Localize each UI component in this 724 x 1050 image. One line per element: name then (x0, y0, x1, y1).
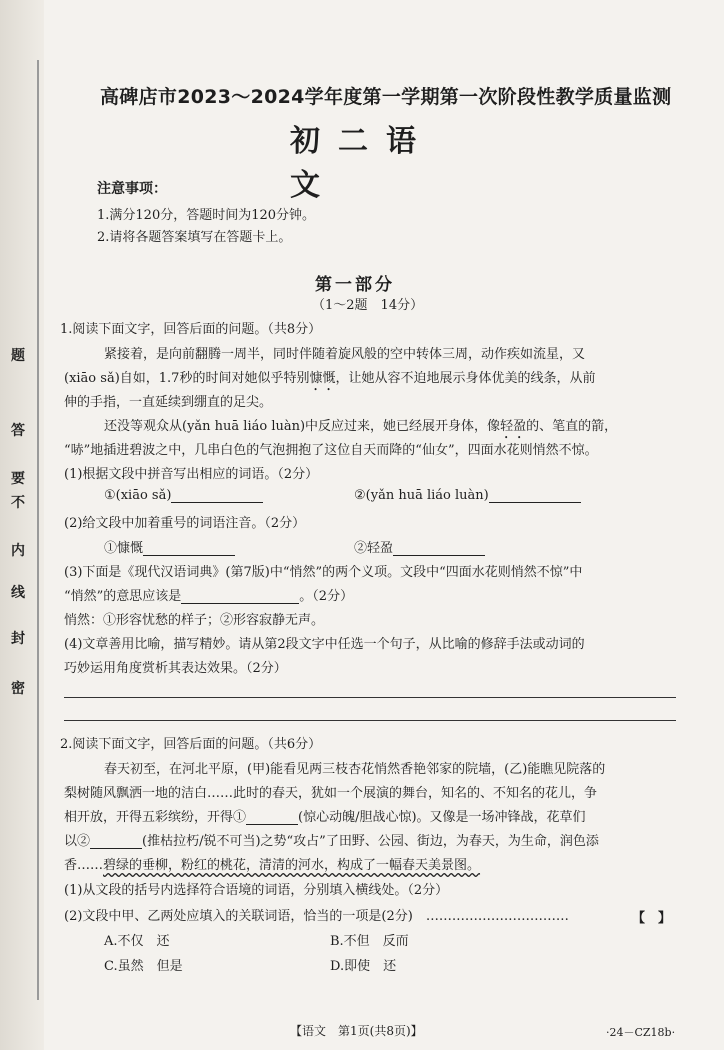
side-char: 密 (11, 681, 25, 697)
answer-blank[interactable] (181, 589, 299, 604)
option-c: C.虽然 但是 (104, 959, 183, 974)
q1-passage-line: 伸的手指，一直延续到绷直的足尖。 (64, 395, 273, 410)
label: ②(yǎn huā liáo luàn) (354, 488, 489, 503)
side-char: 答 (11, 423, 25, 439)
side-char: 不 (11, 495, 25, 511)
label: ①(xiāo sǎ) (104, 488, 172, 503)
text: 的、笔直的箭， (526, 419, 618, 434)
q1-passage-line: “哧”地插进碧波之中，几串白色的气泡拥抱了这位自天而降的“仙女”，四面水花则悄然不惊。 (64, 443, 598, 458)
text: ，让她从容不迫地展示身体优美的线条，从前 (335, 371, 596, 386)
text: (推枯拉朽/锐不可当)之势“攻占”了田野、公园、街边，为春天，为生命，润色添 (142, 834, 599, 849)
exam-title: 高碑店市2023～2024学年度第一学期第一次阶段性教学质量监测 (100, 86, 672, 108)
q2-sub2: (2)文段中甲、乙两处应填入的关联词语，恰当的一项是(2分) …………………………… (64, 909, 569, 924)
q1-passage-line: 紧接着，是向前翻腾一周半，同时伴随着旋风般的空中转体三周，动作疾如流星，又 (104, 347, 586, 362)
q1-sub1: (1)根据文段中拼音写出相应的词语。（2分） (64, 467, 319, 482)
answer-line[interactable] (64, 697, 676, 698)
option-b: B.不但 反而 (330, 934, 409, 949)
label: ②轻盈 (354, 541, 394, 556)
notice-item: 2.请将各题答案填写在答题卡上。 (97, 230, 292, 245)
binding-rule (37, 60, 39, 1000)
q1-passage-line (64, 367, 595, 394)
q1-sub4: (4)文章善用比喻，描写精妙。请从第2段文字中任选一个句子，从比喻的修辞手法或动词的 (64, 637, 585, 652)
q1-sub4-line2: 巧妙运用角度赏析其表达效果。（2分） (64, 661, 287, 676)
q1-sub2: (2)给文段中加着重号的词语注音。（2分） (64, 516, 306, 531)
text: (xiāo sǎ)自如，1.7秒的时间对她似乎特别 (64, 371, 310, 386)
answer-bracket[interactable]: 【 】 (632, 911, 672, 926)
side-char: 题 (11, 348, 25, 364)
wavy-underlined-sentence: 碧绿的垂柳，粉红的桃花，清清的河水，构成了一幅春天美景图。 (103, 858, 481, 873)
answer-blank[interactable] (90, 834, 142, 849)
side-char: 封 (11, 631, 25, 647)
answer-line[interactable] (64, 720, 676, 721)
q1-sub3-definition: 悄然：①形容忧愁的样子；②形容寂静无声。 (64, 613, 325, 628)
q2-sub1: (1)从文段的括号内选择符合语境的词语，分别填入横线处。（2分） (64, 883, 449, 898)
q2-stem: 2.阅读下面文字，回答后面的问题。（共6分） (60, 737, 322, 752)
q2-passage-line (64, 830, 599, 849)
q1-sub2-a (104, 537, 235, 556)
answer-blank[interactable] (143, 541, 235, 556)
q1-sub2-b (354, 537, 485, 556)
q1-sub3: (3)下面是《现代汉语词典》(第7版)中“悄然”的两个义项。文段中“四面水花则悄然不惊”中 (64, 565, 583, 580)
answer-blank[interactable] (171, 488, 263, 503)
q2-passage-line: 梨树随风飘洒一地的洁白……此时的春天，犹如一个展演的舞台，知名的、不知名的花儿，争 (64, 786, 598, 801)
text: 还没等观众从(yǎn huā liáo luàn)中反应过来，她已经展开身体，像 (104, 419, 501, 434)
answer-blank[interactable] (393, 541, 485, 556)
q1-stem: 1.阅读下面文字，回答后面的问题。（共8分） (60, 322, 322, 337)
q1-sub3-line2 (64, 585, 353, 604)
text: “悄然”的意思应该是 (64, 589, 182, 604)
emphasis-word: 轻盈 (500, 419, 527, 434)
emphasis-word: 慷慨 (309, 371, 336, 386)
q2-passage-line (64, 806, 586, 825)
page-footer: 【语文 第1页(共8页)】 (290, 1024, 423, 1038)
notice-item: 1.满分120分，答题时间为120分钟。 (97, 208, 316, 223)
notice-title: 注意事项： (97, 181, 167, 197)
q1-sub1-b (354, 488, 581, 503)
text: 以② (64, 834, 91, 849)
side-char: 线 (11, 585, 25, 601)
text: 香…… (64, 858, 104, 873)
q2-passage-line (64, 854, 480, 873)
q2-passage-line: 春天初至，在河北平原，(甲)能看见两三枝杏花悄然香艳邻家的院墙，(乙)能瞧见院落的 (104, 762, 606, 777)
q1-sub1-a (104, 488, 263, 503)
answer-blank[interactable] (489, 488, 581, 503)
answer-blank[interactable] (246, 810, 298, 825)
text: (惊心动魄/胆战心惊)。又像是一场冲锋战，花草们 (298, 810, 586, 825)
side-char: 要 (11, 471, 25, 487)
q1-passage-line (104, 415, 617, 442)
subject-title: 初二语文 (290, 124, 434, 203)
side-char: 内 (11, 543, 25, 559)
text: 相开放，开得五彩缤纷，开得① (64, 810, 247, 825)
part-title: 第一部分 (315, 275, 395, 295)
option-d: D.即使 还 (330, 959, 397, 974)
part-range: （1～2题 14分） (312, 298, 424, 313)
text: 。（2分） (299, 589, 354, 604)
option-a: A.不仅 还 (104, 934, 170, 949)
paper-code: ·24－CZ18b· (606, 1026, 676, 1039)
label: ①慷慨 (104, 541, 144, 556)
